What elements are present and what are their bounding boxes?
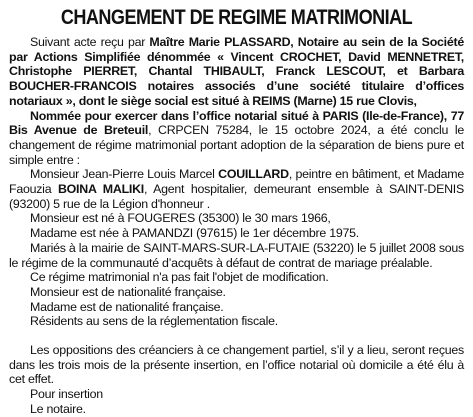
bold-segment: COUILLARD xyxy=(218,167,289,182)
paragraph-office xyxy=(9,109,464,168)
paragraph-birth-husband: Monsieur est né à FOUGERES (35300) le 30 mars 1966, xyxy=(30,211,331,226)
bold-segment: Nommée pour exercer dans l’office notarial situé à PARIS (Ile-de-France), 77 Bis Avenue de Breteuil xyxy=(9,108,464,138)
paragraph-spacer xyxy=(9,329,464,343)
paragraph-signature: Le notaire. xyxy=(30,401,86,416)
text-segment: , CRPCEN 75284, le 15 octobre 2024, a été conclu le changement de régime matrimonial portant adoption de la séparation de biens pure et simple entre : xyxy=(9,123,464,167)
paragraph-oppositions: Les oppositions des créanciers à ce changement partiel, s’il y a lieu, seront reçues dans les trois mois de la présente insertion, en l’office notarial où domicile a été élu à cet effet. xyxy=(9,343,464,387)
text-segment: , peintre en bâtiment, et Madame Faouzia xyxy=(9,167,464,197)
bold-segment: BOINA MALIKI xyxy=(57,182,144,197)
text-segment: Suivant acte reçu par xyxy=(30,35,150,49)
text-segment: Monsieur Jean-Pierre Louis Marcel xyxy=(30,167,219,182)
paragraph-nationality-husband: Monsieur est de nationalité française. xyxy=(30,284,226,299)
notice-title: CHANGEMENT DE REGIME MATRIMONIAL xyxy=(60,6,413,29)
text-segment: , Agent hospitalier, demeurant ensemble à SAINT-DENIS (93200) 5 rue de la Légion d'honneur . xyxy=(9,182,464,211)
notice-body xyxy=(9,35,464,417)
paragraph-insertion: Pour insertion xyxy=(30,387,103,402)
paragraph-spouses xyxy=(9,167,464,211)
paragraph-residence: Résidents au sens de la réglementation fiscale. xyxy=(30,314,278,329)
bold-segment: Maître Marie PLASSARD, Notaire au sein de la Société par Actions Simplifiée dénommée « Vincent CROCHET, David MENNETRET, Christophe PIERRET, Chantal THIBAULT, Franck LESCOUT, et Barbara BOUCHER-FRANCOIS notaires associés d’une société titulaire d’offices notariaux », dont le siège social est situé à REIMS (Marne) 15 rue Clovis, xyxy=(9,35,465,108)
paragraph-marriage: Mariés à la mairie de SAINT-MARS-SUR-LA-FUTAIE (53220) le 5 juillet 2008 sous le régime de la communauté d’acquêts à défaut de contrat de mariage préalable. xyxy=(9,240,464,270)
paragraph-notary xyxy=(9,35,464,109)
paragraph-birth-wife: Madame est née à PAMANDZI (97615) le 1er décembre 1975. xyxy=(30,226,360,241)
paragraph-no-modification: Ce régime matrimonial n'a pas fait l'objet de modification. xyxy=(30,270,329,285)
paragraph-nationality-wife: Madame est de nationalité française. xyxy=(30,299,224,314)
